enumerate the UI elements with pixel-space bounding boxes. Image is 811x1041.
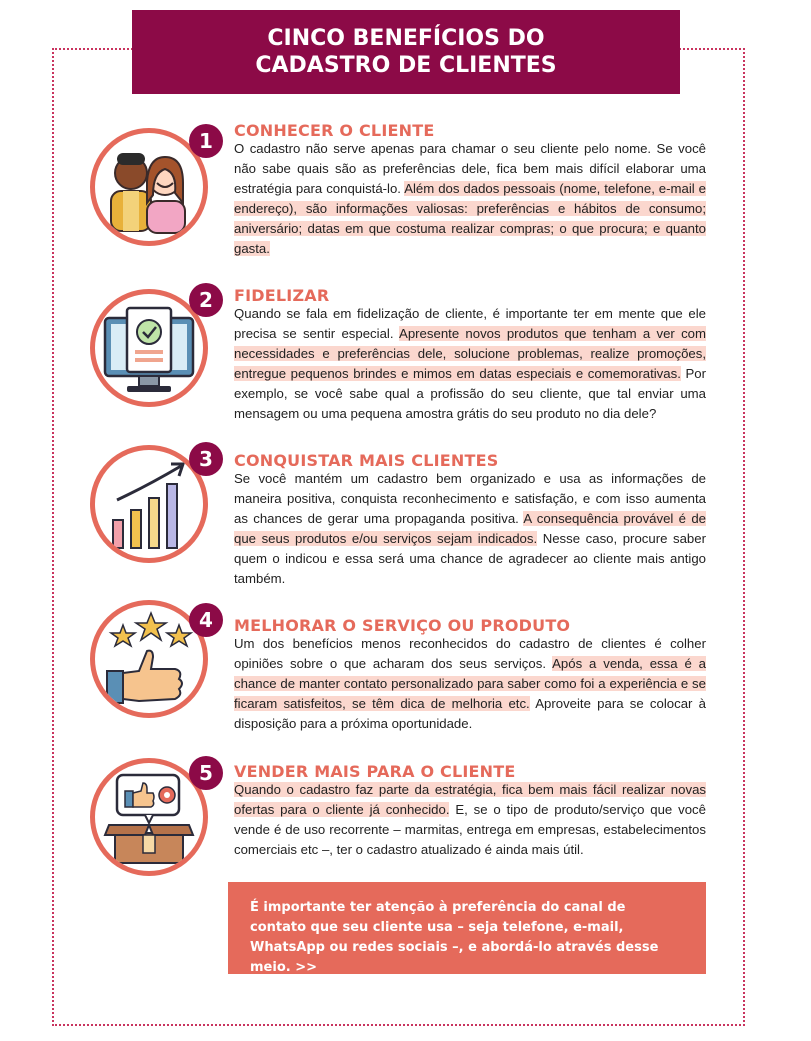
section-highlight: Quando o cadastro faz parte da estratégia, fica bem mais fácil realizar novas ofertas para o cliente já conhecido. <box>234 782 706 817</box>
tip-box: É importante ter atenção à preferência do canal de contato que seu cliente usa – seja telefone, e-mail, WhatsApp ou redes sociais –, e abordá-lo através desse meio. >> <box>228 882 706 974</box>
section-body <box>234 139 706 259</box>
page-title-line1: CINCO BENEFÍCIOS DO <box>267 26 545 51</box>
section-text: Aproveite para se colocar à disposição para a próxima oportunidade. <box>234 696 706 731</box>
page-title <box>132 10 680 94</box>
section-title: CONHECER O CLIENTE <box>234 121 435 140</box>
section-title: FIDELIZAR <box>234 286 330 305</box>
section-text: Se você mantém um cadastro bem organizado e usa as informações de maneira positiva, conquista reconhecimento e satisfação, e com isso aumenta as chances de gerar uma propaganda positiva. <box>234 471 706 526</box>
section-text: E, se o tipo de produto/serviço que você vende é de uso recorrente – marmitas, entrega em empresas, estabelecimentos comerciais etc –, ter o cadastro atualizado é ainda mais útil. <box>234 802 706 857</box>
section-body <box>234 469 706 589</box>
section-text: Um dos benefícios menos reconhecidos do cadastro de clientes é colher opiniões sobre o que acharam dos seus serviços. <box>234 636 706 671</box>
section-body <box>234 780 706 860</box>
section-body <box>234 304 706 424</box>
section-title: VENDER MAIS PARA O CLIENTE <box>234 762 516 781</box>
section-number-1: 1 <box>189 124 223 158</box>
section-number-3: 3 <box>189 442 223 476</box>
section-number-5: 5 <box>189 756 223 790</box>
section-highlight: Além dos dados pessoais (nome, telefone, e-mail e endereço), são informações valiosas: preferências e hábitos de consumo; aniversário; datas em que costuma realizar compras; o que procura; e quanto gasta. <box>234 181 706 256</box>
page-title-line2: CADASTRO DE CLIENTES <box>255 53 557 78</box>
section-text: O cadastro não serve apenas para chamar o seu cliente pelo nome. Se você não sabe quais são as preferências dele, fica bem mais difícil elaborar uma estratégia para conquistá-lo. <box>234 141 706 196</box>
section-highlight: A consequência provável é de que seus produtos e/ou serviços sejam indicados. <box>234 511 706 546</box>
section-number-2: 2 <box>189 283 223 317</box>
section-text: Por exemplo, se você sabe qual a profissão do seu cliente, que tal enviar uma mensagem ou uma pequena amostra grátis do seu produto no dia dele? <box>234 366 706 421</box>
section-text: Quando se fala em fidelização de cliente, é importante ter em mente que ele precisa se sentir especial. <box>234 306 706 341</box>
section-title: CONQUISTAR MAIS CLIENTES <box>234 451 499 470</box>
section-body <box>234 634 706 734</box>
section-text: Nesse caso, procure saber quem o indicou e essa será uma chance de agradecer ao cliente mais antigo também. <box>234 531 706 586</box>
section-highlight: Após a venda, essa é a chance de manter contato personalizado para saber como foi a experiência e se ficaram satisfeitos, se têm dica de melhoria etc. <box>234 656 706 711</box>
section-number-4: 4 <box>189 603 223 637</box>
section-title: MELHORAR O SERVIÇO OU PRODUTO <box>234 616 571 635</box>
section-highlight: Apresente novos produtos que tenham a ver com necessidades e preferências dele, solucione problemas, realize promoções, entregue pequenos brindes e mimos em datas especiais e comemorativas. <box>234 326 706 381</box>
